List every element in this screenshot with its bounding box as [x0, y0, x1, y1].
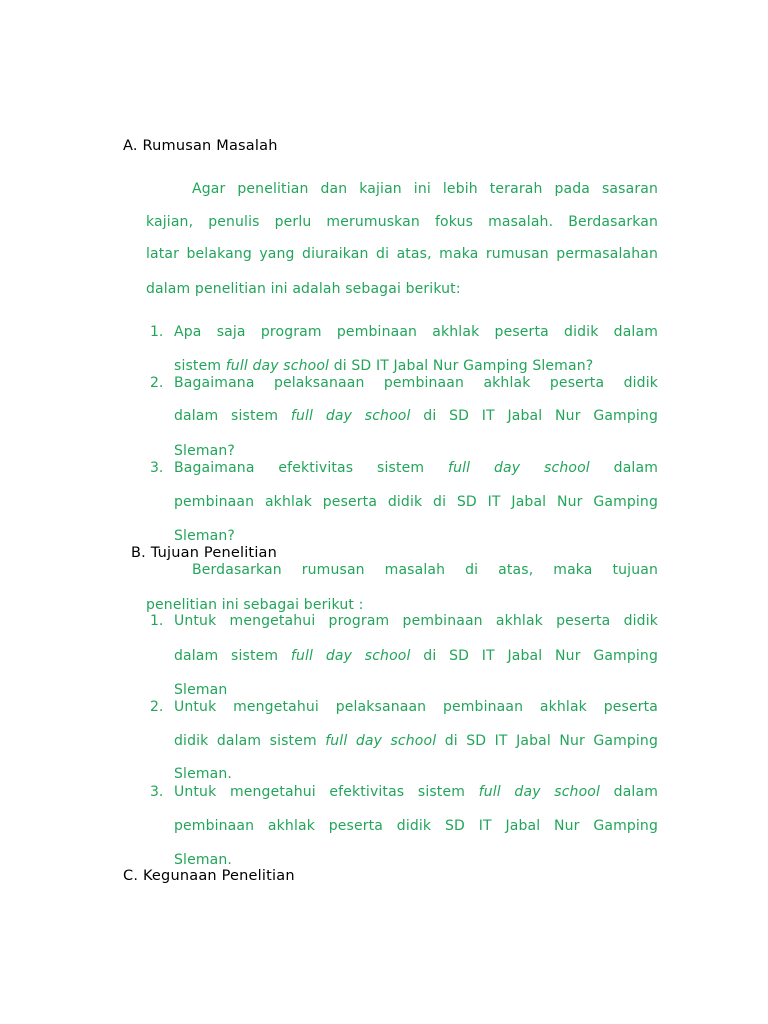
section-b-para-line-2: penelitian ini sebagai berikut : [146, 597, 364, 613]
list-item-number: 2. [150, 375, 164, 391]
section-a-heading: A. Rumusan Masalah [123, 138, 278, 154]
section-b-heading: B. Tujuan Penelitian [131, 545, 278, 561]
section-c-heading: C. Kegunaan Penelitian [123, 868, 295, 884]
section-a-para-line-4: dalam penelitian ini adalah sebagai berikut: [146, 281, 461, 297]
list-item-line: didik dalam sistem full day school di SD IT Jabal Nur Gamping [174, 733, 658, 749]
section-a-para-line-3: latar belakang yang diuraikan di atas, maka rumusan permasalahan [146, 246, 658, 262]
list-item-number: 2. [150, 699, 164, 715]
list-item-line: Sleman. [174, 766, 232, 782]
list-item-number: 1. [150, 613, 164, 629]
emphasis-text: full day school [225, 358, 330, 374]
list-item-line: Untuk mengetahui efektivitas sistem full day school dalam [174, 784, 658, 800]
list-item-line: pembinaan akhlak peserta didik SD IT Jabal Nur Gamping [174, 818, 658, 834]
emphasis-text: full day school [290, 648, 411, 664]
list-item-line: dalam sistem full day school di SD IT Jabal Nur Gamping [174, 648, 658, 664]
section-a-para-line-2: kajian, penulis perlu merumuskan fokus masalah. Berdasarkan [146, 214, 658, 230]
list-item-line: Bagaimana efektivitas sistem full day school dalam [174, 460, 658, 476]
list-item-line: Sleman? [174, 528, 235, 544]
list-item-number: 3. [150, 784, 164, 800]
section-b-para-line-1: Berdasarkan rumusan masalah di atas, maka tujuan [192, 562, 658, 578]
list-item-line: Sleman. [174, 852, 232, 868]
list-item-line: Untuk mengetahui pelaksanaan pembinaan akhlak peserta [174, 699, 658, 715]
list-item-line: sistem full day school di SD IT Jabal Nur Gamping Sleman? [174, 358, 594, 374]
list-item-line: Bagaimana pelaksanaan pembinaan akhlak peserta didik [174, 375, 658, 391]
list-item-line: dalam sistem full day school di SD IT Jabal Nur Gamping [174, 408, 658, 424]
emphasis-text: full day school [448, 460, 590, 476]
list-item-number: 1. [150, 324, 164, 340]
list-item-line: Sleman [174, 682, 228, 698]
list-item-line: Apa saja program pembinaan akhlak peserta didik dalam [174, 324, 658, 340]
emphasis-text: full day school [478, 784, 601, 800]
emphasis-text: full day school [325, 733, 437, 749]
emphasis-text: full day school [290, 408, 411, 424]
list-item-number: 3. [150, 460, 164, 476]
list-item-line: Sleman? [174, 443, 235, 459]
list-item-line: pembinaan akhlak peserta didik di SD IT Jabal Nur Gamping [174, 494, 658, 510]
list-item-line: Untuk mengetahui program pembinaan akhlak peserta didik [174, 613, 658, 629]
section-a-para-line-1: Agar penelitian dan kajian ini lebih terarah pada sasaran [192, 181, 658, 197]
